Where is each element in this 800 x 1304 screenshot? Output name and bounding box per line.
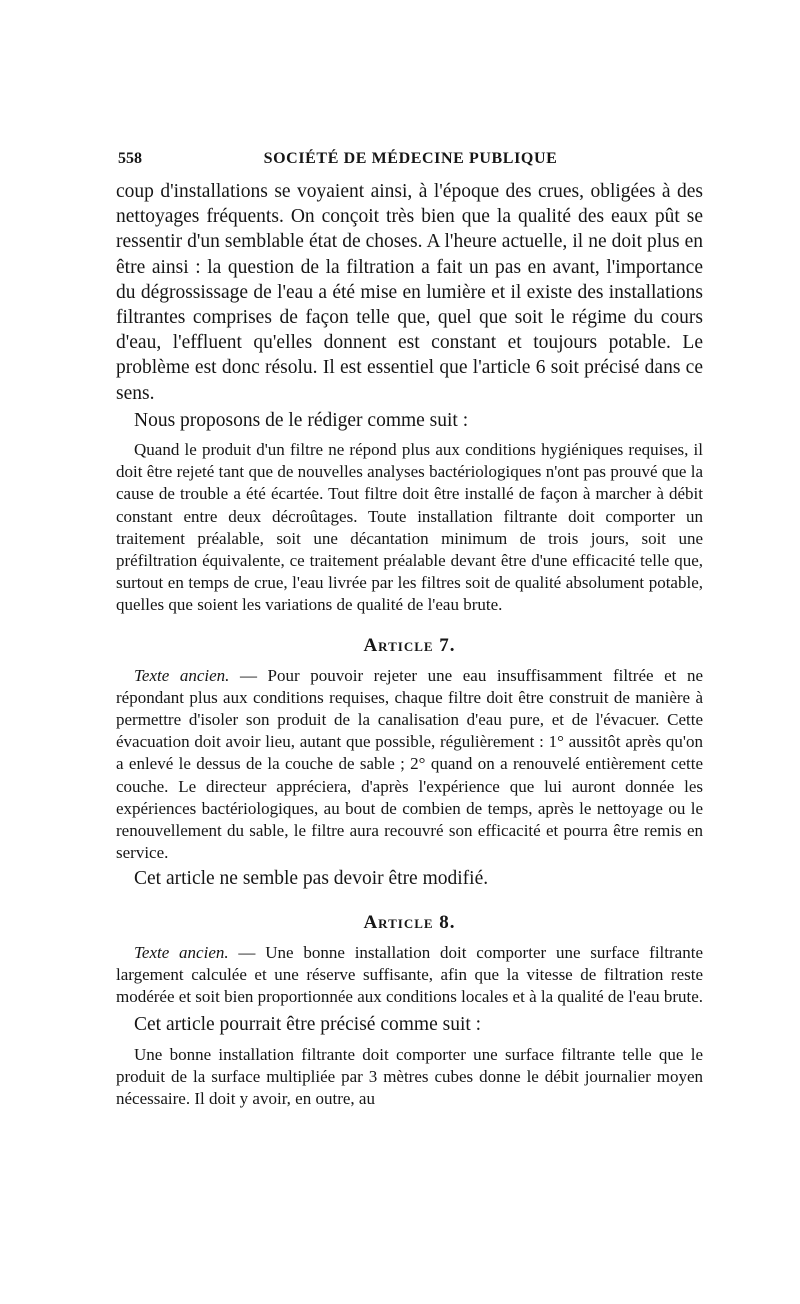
article7-comment: Cet article ne semble pas devoir être modifié. xyxy=(134,868,489,890)
running-title: SOCIÉTÉ DE MÉDECINE PUBLIQUE xyxy=(263,150,558,167)
article8-comment: Cet article pourrait être précisé comme suit : xyxy=(134,1014,482,1036)
article8-old-text xyxy=(116,942,703,1009)
article8-old-label: Texte ancien. xyxy=(134,942,229,962)
page-body xyxy=(116,175,703,1110)
proposed-article6-text: Quand le produit d'un filtre ne répond plus aux conditions hygiéniques requises, il doit être rejeté tant que de nouvelles analyses bactériologiques n'ont pas prouvé que la cause de trouble a été écartée. Tout filtre doit être installé de façon à marcher à débit constant entre deux décroûtages. Toute installation filtrante doit comporter un traitement préalable, soit une décantation minimum de trois jours, soit une préfiltration équivalente, ce traitement préalable devant être d'une efficacité telle que, surtout en temps de crue, l'eau livrée par les filtres soit de qualité absolument potable, quelles que soient les variations de qualité de l'eau brute. xyxy=(116,440,703,615)
article7-old-body: — Pour pouvoir rejeter une eau insuffisamment filtrée et ne répondant plus aux conditions requises, chaque filtre doit être construit de manière à permettre d'isoler son produit de la canalisation d'eau pure, et de l'évacuer. Cette évacuation doit avoir lieu, autant que possible, régulièrement : 1° aussitôt après qu'on a enlevé le dessus de la couche de sable ; 2° quand on a renouvelé entièrement cette couche. Le directeur appréciera, d'après l'expérience que lui auront donnée les expériences bactériologiques, au bout de combien de temps, après le nettoyage ou le renouvellement du sable, le filtre aura recouvré son efficacité et pourra être remis en service. xyxy=(116,665,703,863)
article8-old-body: — Une bonne installation doit comporter une surface filtrante largement calculée et une réserve suffisante, afin que la vitesse de filtration reste modérée et soit bien proportionnée aux conditions locales et à la qualité de l'eau brute. xyxy=(116,942,703,1007)
page-header xyxy=(118,150,703,170)
article7-old-label: Texte ancien. xyxy=(134,665,230,685)
article8-proposed-text: Une bonne installation filtrante doit comporter une surface filtrante telle que le produit de la surface multipliée par 3 mètres cubes donne le débit journalier moyen nécessaire. Il doit y avoir, en outre, au xyxy=(116,1044,703,1108)
page-number: 558 xyxy=(118,150,142,167)
proposal-intro: Nous proposons de le rédiger comme suit : xyxy=(134,409,469,431)
article7-old-text xyxy=(116,665,703,865)
intro-paragraph: coup d'installations se voyaient ainsi, à l'époque des crues, obligées à des nettoyages fréquents. On conçoit très bien que la qualité des eaux pût se ressentir d'un semblable état de choses. A l'heure actuelle, il ne doit plus en être ainsi : la question de la filtration a fait un pas en avant, l'importance du dégrossissage de l'eau a été mise en lumière et il existe des installations filtrantes comprises de façon telle que, quel que soit le régime du cours d'eau, l'effluent qu'elles donnent est constant et toujours potable. Le problème est donc résolu. Il est essentiel que l'article 6 soit précisé dans ce sens. xyxy=(116,181,703,404)
article7-title: Article 7. xyxy=(363,634,456,656)
article8-title: Article 8. xyxy=(363,911,456,933)
